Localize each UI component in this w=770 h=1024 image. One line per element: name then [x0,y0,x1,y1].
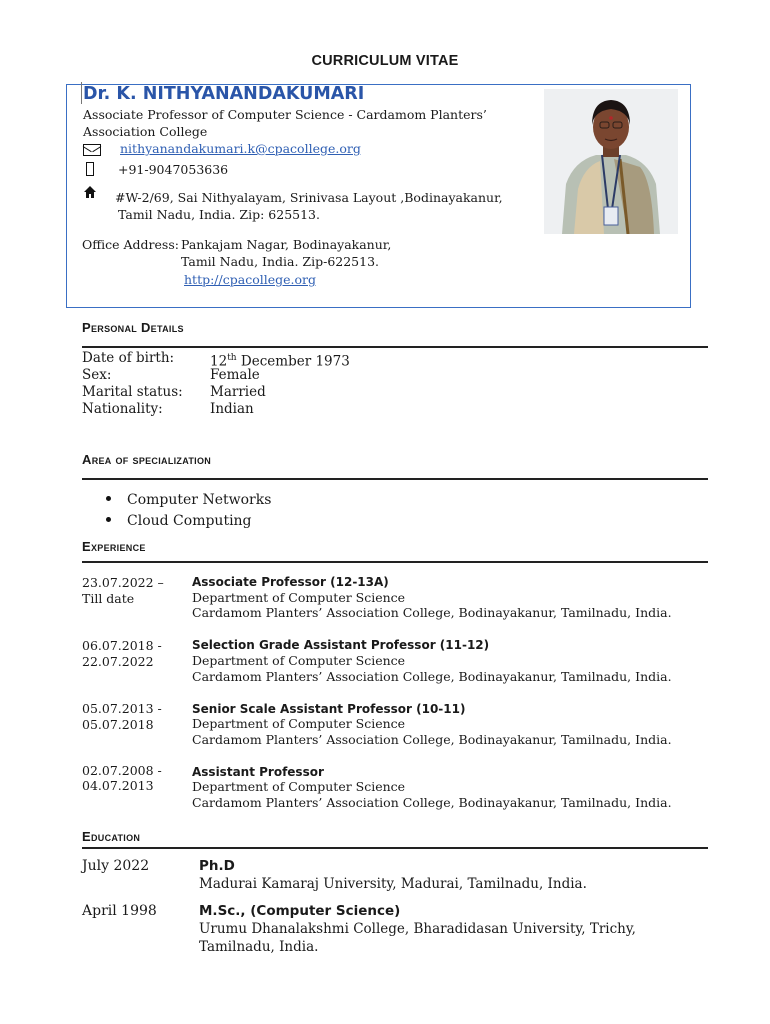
experience-department: Department of Computer Science [192,590,406,605]
designation-line-2: Association College [83,124,208,139]
experience-date-end: 22.07.2022 [82,654,154,669]
website-link[interactable]: http://cpacollege.org [184,272,316,287]
section-divider [82,847,708,849]
list-item: Cloud Computing [106,511,252,532]
document-title: CURRICULUM VITAE [311,53,459,69]
experience-role: Senior Scale Assistant Professor (10-11) [192,702,466,716]
home-address-line-1: #W-2/69, Sai Nithyalayam, Srinivasa Layout ,Bodinayakanur, [115,190,503,205]
marital-status-label: Marital status: [82,384,183,400]
bullet-icon [106,517,111,522]
home-address-line-2: Tamil Nadu, India. Zip: 625513. [118,207,320,222]
experience-department: Department of Computer Science [192,653,406,668]
experience-date-end: 04.07.2013 [82,778,154,793]
section-divider [82,561,708,563]
education-degree: Ph.D [199,858,235,874]
email-link[interactable]: nithyanandakumari.k@cpacollege.org [120,141,361,156]
dob-label: Date of birth: [82,350,175,366]
education-date: July 2022 [82,858,150,874]
bullet-icon [106,496,111,501]
profile-photo [544,89,678,234]
specialization-heading: Area of specialization [82,452,212,467]
experience-date-end: Till date [82,591,135,606]
experience-role: Selection Grade Assistant Professor (11-12) [192,638,490,652]
office-address-line-2: Tamil Nadu, India. Zip-622513. [181,254,380,269]
education-institution-continued: Tamilnadu, India. [199,939,319,955]
experience-heading: Experience [82,539,146,554]
experience-date-start: 05.07.2013 - [82,701,162,716]
experience-department: Department of Computer Science [192,716,406,731]
education-degree: M.Sc., (Computer Science) [199,903,401,919]
experience-organization: Cardamom Planters’ Association College, Bodinayakanur, Tamilnadu, India. [192,732,672,747]
marital-status-value: Married [210,384,266,400]
phone-number: +91-9047053636 [118,162,229,177]
section-divider [82,346,708,348]
list-item: Computer Networks [106,490,271,511]
experience-organization: Cardamom Planters’ Association College, Bodinayakanur, Tamilnadu, India. [192,795,672,810]
nationality-value: Indian [210,401,254,417]
education-date: April 1998 [82,903,157,919]
experience-role: Assistant Professor [192,765,324,779]
section-divider [82,478,708,480]
experience-organization: Cardamom Planters’ Association College, Bodinayakanur, Tamilnadu, India. [192,605,672,620]
envelope-icon [83,144,101,156]
experience-date-start: 23.07.2022 – [82,575,164,590]
nationality-label: Nationality: [82,401,163,417]
education-institution: Madurai Kamaraj University, Madurai, Tamilnadu, India. [199,876,587,892]
experience-department: Department of Computer Science [192,779,406,794]
experience-organization: Cardamom Planters’ Association College, Bodinayakanur, Tamilnadu, India. [192,669,672,684]
office-address-line-1: Pankajam Nagar, Bodinayakanur, [181,237,392,252]
sex-label: Sex: [82,367,112,383]
candidate-name: Dr. K. NITHYANANDAKUMARI [83,84,365,104]
text-cursor [81,82,82,104]
experience-date-end: 05.07.2018 [82,717,154,732]
experience-date-start: 06.07.2018 - [82,638,162,653]
education-heading: Education [82,829,141,844]
education-institution: Urumu Dhanalakshmi College, Bharadidasan University, Trichy, [199,921,636,937]
designation-line-1: Associate Professor of Computer Science - Cardamom Planters’ [83,107,487,122]
experience-role: Associate Professor (12-13A) [192,575,389,589]
office-address-label: Office Address: [82,237,179,252]
sex-value: Female [210,367,260,383]
home-icon [83,185,97,199]
dob-value: 12th December 1973 [210,353,350,370]
personal-details-heading: Personal Details [82,320,184,335]
phone-icon [86,162,94,176]
experience-date-start: 02.07.2008 - [82,763,162,778]
